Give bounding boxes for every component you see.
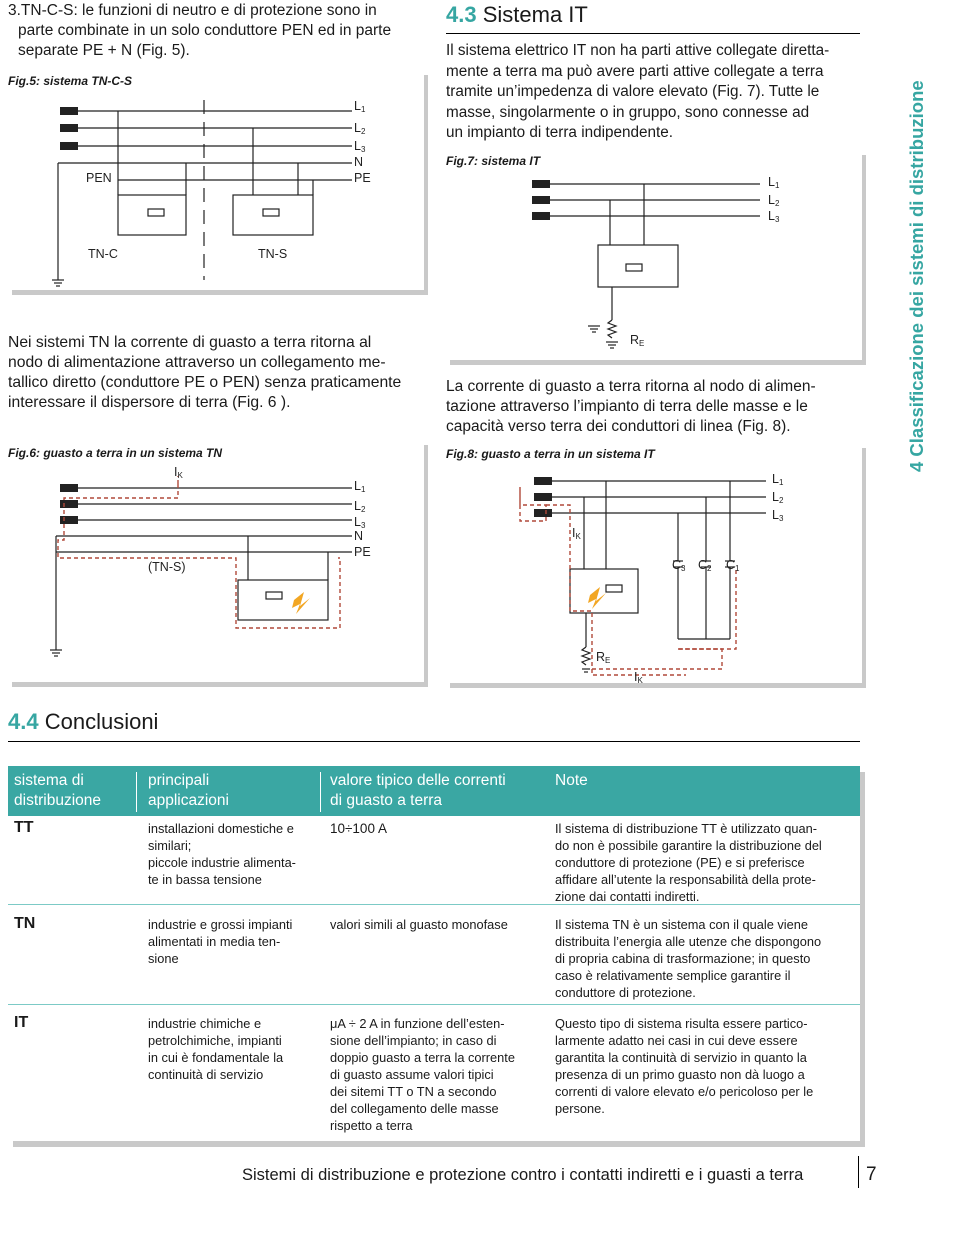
system-tn: TN: [14, 915, 36, 932]
header-current: valore tipico delle correnti di guasto a terra: [330, 772, 506, 809]
svg-text:L1: L1: [354, 99, 366, 114]
intro-line: parte combinate in un solo conduttore PEN ed in parte: [18, 22, 392, 39]
figure-5-caption: Fig.5: sistema TN-C-S: [8, 74, 133, 88]
section-4-4-heading: 4.4 Conclusioni: [8, 709, 159, 734]
svg-text:L3: L3: [354, 515, 366, 530]
label-tns: TN-S: [258, 247, 288, 261]
label-pe: PE: [354, 171, 371, 185]
svg-text:L1: L1: [772, 472, 784, 487]
it-paragraph-1: Il sistema elettrico IT non ha parti attive collegate diretta- mente a terra ma può avere parti attive collegate a terra tramite un’impedenza di valore elevato (Fig. 7). Tutte le masse, singolarmente o in gruppo, sono connesse ad un impianto di terra indipendente.: [446, 42, 830, 141]
header-divider: [320, 772, 321, 812]
svg-text:L3: L3: [768, 209, 780, 224]
svg-text:L2: L2: [354, 499, 366, 514]
label-n: N: [354, 529, 364, 543]
svg-text:C3: C3: [672, 558, 686, 573]
svg-text:C2: C2: [698, 558, 712, 573]
applications-tt: installazioni domestiche e similari; piccole industrie alimenta- te in bassa tensione: [148, 821, 296, 887]
row-separator: [8, 1004, 860, 1005]
label-tns: (TN-S): [148, 560, 186, 574]
header-divider: [136, 772, 137, 812]
svg-text:L2: L2: [354, 121, 366, 136]
figure-7-caption: Fig.7: sistema IT: [446, 154, 541, 168]
page-number: 7: [866, 1164, 877, 1185]
figure-7-diagram: [446, 150, 862, 360]
figure-6-diagram: [8, 440, 424, 682]
svg-text:L3: L3: [354, 139, 366, 154]
system-it: IT: [14, 1014, 29, 1031]
header-system: sistema di distribuzione: [14, 772, 102, 809]
applications-tn: industrie e grossi impianti alimentati in media ten- sione: [148, 917, 293, 966]
current-tn: valori simili al guasto monofase: [330, 917, 508, 932]
header-applications: principali applicazioni: [148, 772, 229, 809]
svg-text:L1: L1: [768, 175, 780, 190]
label-pe: PE: [354, 545, 371, 559]
intro-line: 3.TN-C-S: le funzioni di neutro e di protezione sono in: [8, 2, 377, 19]
figure-6-card: [8, 440, 424, 682]
figure-6-caption: Fig.6: guasto a terra in un sistema TN: [8, 446, 223, 460]
tn-paragraph: Nei sistemi TN la corrente di guasto a terra ritorna al nodo di alimentazione attraverso un collegamento me- tallico diretto (conduttore PE o PEN) senza praticamente interessare il dispersore di terra (Fig. 6 ).: [8, 334, 402, 411]
svg-text:C1: C1: [726, 558, 740, 573]
table-header: [8, 766, 860, 816]
figure-5-card: [8, 70, 424, 290]
intro-line: separate PE + N (Fig. 5).: [18, 42, 190, 59]
svg-text:IK: IK: [174, 465, 183, 480]
notes-it: Questo tipo di sistema risulta essere partico- larmente adatto nei casi in cui deve essere garantita la continuità di servizio in quanto la presenza di un primo guasto non dà luogo a correnti di valore elevato e/o pericoloso per le persone.: [555, 1016, 814, 1116]
svg-text:RE: RE: [630, 333, 645, 348]
label-n: N: [354, 155, 364, 169]
footer-title: Sistemi di distribuzione e protezione contro i contatti indiretti e i guasti a terra: [242, 1166, 804, 1184]
svg-text:RE: RE: [596, 650, 611, 665]
svg-text:L2: L2: [768, 193, 780, 208]
system-tt: TT: [14, 819, 34, 836]
svg-text:IK: IK: [634, 670, 643, 683]
label-l1: L: [354, 99, 361, 113]
conclusions-table: [8, 766, 860, 1141]
intro-text: [8, 1, 428, 61]
svg-text:L2: L2: [772, 490, 784, 505]
svg-text:L3: L3: [772, 508, 784, 523]
applications-it: industrie chimiche e petrolchimiche, impianti in cui è fondamentale la continuità di servizio: [148, 1016, 284, 1082]
section-4-3-heading: 4.3 Sistema IT: [446, 2, 588, 27]
it-paragraph-2: La corrente di guasto a terra ritorna al nodo di alimen- tazione attraverso l’impianto di terra delle masse e le capacità verso terra dei conduttori di linea (Fig. 8).: [446, 378, 816, 435]
figure-8-diagram: [446, 443, 862, 683]
heading-rule: [8, 741, 860, 742]
figure-8-caption: Fig.8: guasto a terra in un sistema IT: [446, 447, 655, 461]
figure-8-card: [446, 443, 862, 683]
current-tt: 10÷100 A: [330, 821, 387, 836]
header-notes: Note: [555, 772, 588, 789]
chapter-sidebar-title: 4 Classificazione dei sistemi di distribuzione: [906, 80, 927, 472]
notes-tt: Il sistema di distribuzione TT è utilizzato quan- do non è possibile garantire la distribuzione del conduttore di protezione (PE) e si preferisce affidare all’utente la responsabilità della prote- zione dai contatti indiretti.: [555, 821, 822, 904]
heading-rule: [446, 33, 860, 34]
figure-7-card: [446, 150, 862, 360]
svg-text:IK: IK: [572, 526, 581, 541]
figure-5-diagram: [8, 70, 424, 290]
current-it: μA ÷ 2 A in funzione dell’esten- sione dell’impianto; in caso di doppio guasto a terra la corrente di guasto assume valori tipici dei sitemi TT o TN a secondo del collegamento delle masse rispetto a terra: [330, 1016, 515, 1133]
label-pen: PEN: [86, 171, 112, 185]
label-tnc: TN-C: [88, 247, 118, 261]
notes-tn: Il sistema TN è un sistema con il quale viene distribuita l’energia alle utenze che dispongono di propria cabina di trasformazione; in questo caso è relativamente semplice garantire il conduttore di protezione.: [555, 917, 822, 1000]
footer-divider: [858, 1156, 859, 1188]
row-separator: [8, 904, 860, 905]
svg-text:L1: L1: [354, 479, 366, 494]
